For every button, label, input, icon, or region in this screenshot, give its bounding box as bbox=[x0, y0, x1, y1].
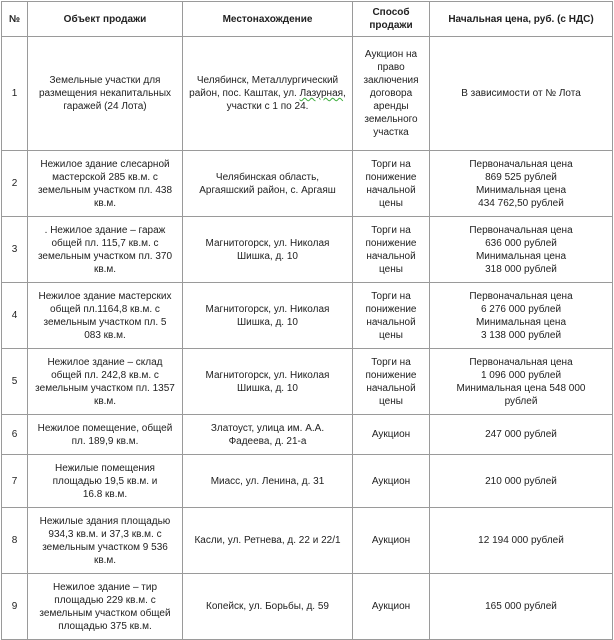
table-row bbox=[2, 283, 613, 349]
row-object: Нежилые здания площадью 934,3 кв.м. и 37,3 кв.м. с земельным участком 9 536 кв.м. bbox=[28, 508, 183, 574]
row-price: Первоначальная цена 636 000 рублей Минимальная цена 318 000 рублей bbox=[430, 217, 613, 283]
row-method: Торги на понижение начальной цены bbox=[353, 283, 430, 349]
table-row bbox=[2, 455, 613, 508]
row-object: Нежилые помещения площадью 19,5 кв.м. и 16.8 кв.м. bbox=[28, 455, 183, 508]
table-row bbox=[2, 151, 613, 217]
row-object: Нежилое помещение, общей пл. 189,9 кв.м. bbox=[28, 415, 183, 455]
row-method: Торги на понижение начальной цены bbox=[353, 217, 430, 283]
sales-table bbox=[1, 1, 613, 640]
row-method: Торги на понижение начальной цены bbox=[353, 151, 430, 217]
row-num: 6 bbox=[2, 415, 28, 455]
row-location: Магнитогорск, ул. Николая Шишка, д. 10 bbox=[183, 283, 353, 349]
header-method: Способ продажи bbox=[353, 2, 430, 37]
row-location: Златоуст, улица им. А.А. Фадеева, д. 21-а bbox=[183, 415, 353, 455]
row-object: Нежилое здание – склад общей пл. 242,8 кв.м. с земельным участком пл. 1357 кв.м. bbox=[28, 349, 183, 415]
row-object: Нежилое здание слесарной мастерской 285 кв.м. с земельным участком пл. 438 кв.м. bbox=[28, 151, 183, 217]
header-price: Начальная цена, руб. (с НДС) bbox=[430, 2, 613, 37]
row-method: Торги на понижение начальной цены bbox=[353, 349, 430, 415]
row-location: Магнитогорск, ул. Николая Шишка, д. 10 bbox=[183, 217, 353, 283]
header-row bbox=[2, 2, 613, 37]
table-row bbox=[2, 508, 613, 574]
row-price: 210 000 рублей bbox=[430, 455, 613, 508]
table-row bbox=[2, 37, 613, 151]
row-price: 12 194 000 рублей bbox=[430, 508, 613, 574]
row-num: 2 bbox=[2, 151, 28, 217]
header-location: Местонахождение bbox=[183, 2, 353, 37]
row-price: В зависимости от № Лота bbox=[430, 37, 613, 151]
row-location: Касли, ул. Ретнева, д. 22 и 22/1 bbox=[183, 508, 353, 574]
row-location: Челябинская область, Аргаяшский район, с. Аргаяш bbox=[183, 151, 353, 217]
row-price: 247 000 рублей bbox=[430, 415, 613, 455]
row-num: 9 bbox=[2, 574, 28, 640]
row-num: 5 bbox=[2, 349, 28, 415]
row-num: 1 bbox=[2, 37, 28, 151]
table-row bbox=[2, 349, 613, 415]
row-price: Первоначальная цена 869 525 рублей Минимальная цена 434 762,50 рублей bbox=[430, 151, 613, 217]
location-text-end: , участки с 1 по 24. bbox=[226, 88, 346, 112]
row-location bbox=[183, 37, 353, 151]
row-num: 4 bbox=[2, 283, 28, 349]
row-method: Аукцион bbox=[353, 508, 430, 574]
row-location: Миасс, ул. Ленина, д. 31 bbox=[183, 455, 353, 508]
spellcheck-word: Лазурная bbox=[299, 88, 344, 99]
header-object: Объект продажи bbox=[28, 2, 183, 37]
row-num: 8 bbox=[2, 508, 28, 574]
table-row bbox=[2, 415, 613, 455]
row-num: 7 bbox=[2, 455, 28, 508]
row-method: Аукцион bbox=[353, 415, 430, 455]
row-price: Первоначальная цена 1 096 000 рублей Минимальная цена 548 000 рублей bbox=[430, 349, 613, 415]
table-row bbox=[2, 217, 613, 283]
header-num: № bbox=[2, 2, 28, 37]
location-text: Челябинск, Металлургический район, пос. Каштак, ул. bbox=[189, 75, 339, 99]
row-method: Аукцион bbox=[353, 574, 430, 640]
row-object: Земельные участки для размещения некапитальных гаражей (24 Лота) bbox=[28, 37, 183, 151]
row-location: Магнитогорск, ул. Николая Шишка, д. 10 bbox=[183, 349, 353, 415]
row-location: Копейск, ул. Борьбы, д. 59 bbox=[183, 574, 353, 640]
row-object: Нежилое здание мастерских общей пл.1164,8 кв.м. с земельным участком пл. 5 083 кв.м. bbox=[28, 283, 183, 349]
row-method: Аукцион bbox=[353, 455, 430, 508]
row-num: 3 bbox=[2, 217, 28, 283]
row-object: . Нежилое здание – гараж общей пл. 115,7 кв.м. с земельным участком пл. 370 кв.м. bbox=[28, 217, 183, 283]
row-price: 165 000 рублей bbox=[430, 574, 613, 640]
row-object: Нежилое здание – тир площадью 229 кв.м. с земельным участком общей площадью 375 кв.м. bbox=[28, 574, 183, 640]
row-method: Аукцион на право заключения договора аренды земельного участка bbox=[353, 37, 430, 151]
row-price: Первоначальная цена 6 276 000 рублей Минимальная цена 3 138 000 рублей bbox=[430, 283, 613, 349]
